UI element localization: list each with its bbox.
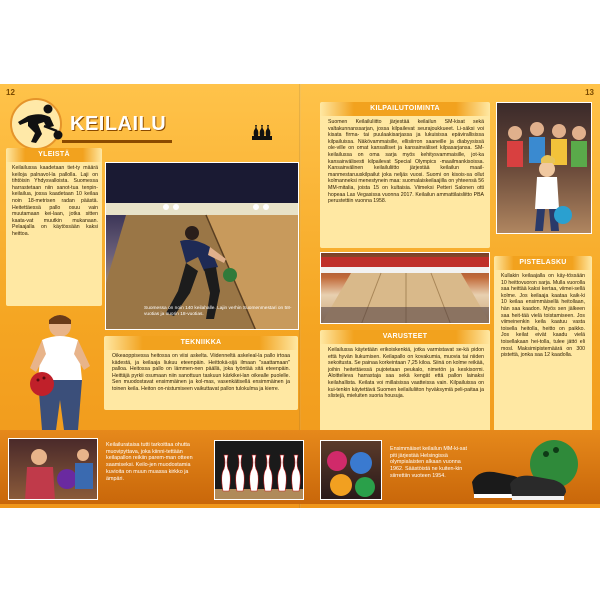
title-underline xyxy=(62,140,172,143)
pistelasku-heading: PISTELASKU xyxy=(494,256,592,270)
mm-kisat-fact-text: Ensimmäiset keilailun MM-ki-sat piti järjestää Helsingissä olympialaisten alkaan vuonna 1962. Säästöistä ne kuiten-kin siirrettiin vuoteen 1954. xyxy=(390,446,467,479)
varusteet-heading: VARUSTEET xyxy=(320,330,490,344)
bowler-lane-photo xyxy=(105,162,299,330)
tekniikka-box xyxy=(104,336,298,410)
page-number-right: 13 xyxy=(585,88,594,97)
ball-rack-illustration xyxy=(321,441,382,500)
varusteet-text: Keilailussa käytetään erikoiskenkiä, jotka varmistavat se-kä pidon että hyvän liukumisen. Keilapallo on kovakumia, muovia tai niiden sekoitusta. Se painaa korkeintaan 7,25 kiloa. Siinä on kolme reikää, joihin heitettäessä pujotetaan peukalo, nimetön ja keskisormi. Aloittelieva harrastaja saa sekä kengät että pallon lainaksi keilahallista. Keilata voi millaisissa vaatteissa vain. Kilpailuissa on kui-tenkin käytettävä Suomen keilailuliiton hyväksymiä peli-paitaa ja slistejä, mieluiten suoria housuja. xyxy=(328,347,484,400)
shoes-and-ball-photo xyxy=(470,436,590,502)
yleista-box xyxy=(6,148,102,306)
page-title: KEILAILU xyxy=(70,113,167,135)
pins-illustration xyxy=(215,441,304,500)
kilpailutoiminta-heading: KILPAILUTOIMINTA xyxy=(320,102,490,116)
child-bowling-illustration xyxy=(9,439,98,500)
bowling-hall-illustration xyxy=(321,253,490,324)
kids-group-photo xyxy=(496,102,592,234)
tutti-fact-text: Keilailurataisa tutti tarkoittaa ohutta muovipyttava, joka kiinni-tettään keilapallon reikiin parem-man otteen saamiseksi. Keilo-jen muodostamia kuvioita on muun muassa kirkko ja ämpäri. xyxy=(106,442,193,482)
bowling-hall-photo xyxy=(320,252,490,324)
pistelasku-text: Kullakin keilaajalla on käy-tössään 10 heittovuoron sarja. Mulla vuorolla saa heittää kaksi kertaa, viimei-sellä kolme. Jos keilaaja kaataa kaik-ki 10 keilaa ensimmäisellä heitollaan, hän saa kaadon. Myös sen jälkeen saa heit-tää vielä toistamiseen. Jos viimeinenkin keila kaatuu vasta toisella heitolla, heitto on paikko. Jos keilat eivät kaadu vielä toisellakaan hei-tolla, tulee jättö eli mosl. Maksimipistemäärä on 300 pistettä, jonka saa 12 kaadolla. xyxy=(501,273,585,359)
bowling-pins-icon xyxy=(252,124,272,140)
yleista-heading: YLEISTÄ xyxy=(6,148,102,162)
boy-with-ball-photo xyxy=(16,310,102,430)
lane-photo-caption: Suomessa on noin 140 keilahalle. Lajin verhin Suomenmestari on 58-vuotias ja nuorin 18-vuotias. xyxy=(144,306,292,317)
page-number-left: 12 xyxy=(6,88,15,97)
tekniikka-heading: TEKNIIKKA xyxy=(104,336,298,350)
lane-photo-illustration xyxy=(106,163,299,330)
kilpailutoiminta-text: Suomen Keilailuliitto järjestää keilailun SM-kisat sekä valtakunnanssarjan, jossa kilpailevat seurajoukkueet. Li-säksi voi kisata firma- tai puulaakisarjassa ja lukuisissa epävirallisissa kilpailuissa. Näkövammaisille, ellisiirron saaneille ja diabyysissä ole-ville on omat kansalliset ja kansainväliset kilpasarjansa. SM-keilailussa on oma sarja myös kehitysvammaisille, jot-ka kansainvälisesti kilpailevat Special Olympics -maailmankisoissa. Kansainvälinen keilailuliitto järjestää keilailun maail-manmestaruuskilpailut joka neljäs vuosi. Suomi on kisois-sa ollut kolmanneksi menestynein maa: suomalaiskeilaajilla on yhteensä 56 MM-mitalia, joista 15 on kultaisia. Viimeksi Petteri Salonen otti hopeaa Las Vegasissa vuonna 2017. Keilailun ammattilaisliitto PBA perustettiin vuonna 1958. xyxy=(328,119,484,205)
kilpailutoiminta-box xyxy=(320,102,490,248)
tekniikka-text: Oikeaoppisessa heitossa on viisi askelta. Viidenneltä askeleal-la pallo irtoaa kädestä, ja keilaaja liukuu eteenpäin. Heittokä-sijä ilmaan "saattamaan" palloa. Heitossa pallo on lämmen-nen päällä, joka työntää sitä eteenpäin. Heittäjä pyrkii osumaan niin sanottuun taskuun kärkikei-lan oikealle puolelle. Sen muodostavat ensimmäinen ja kol-mas, vasenkätisellä ensimmäinen ja toinen keila. Heiton on-nistumiseen vaikuttavat pallon tulokulma ja kierre. xyxy=(112,353,290,392)
varusteet-box xyxy=(320,330,490,440)
child-bowling-photo xyxy=(8,438,98,500)
pins-photo xyxy=(214,440,304,500)
bowler-logo-icon xyxy=(14,102,64,146)
kids-group-illustration xyxy=(497,103,592,234)
yleista-text: Keilailussa kaadetaan tiet-ty määrä keiloja palnavol-la pallolla. Laji on tihtöisin Yhdysvalloista. Suomessa harrastetaan niin sanot-tua tenpin-keilailua, jossa kaadetaan 10 keilaa noin 18-metrisen radan päästä. Heitettäessä pallo osuu vain muutamaan kei-laan, jotka sitten kaata-vat muutkin mukanaan. Pelaajalla on käytössään kaksi heittoa. xyxy=(12,165,98,237)
ball-rack-photo xyxy=(320,440,382,500)
